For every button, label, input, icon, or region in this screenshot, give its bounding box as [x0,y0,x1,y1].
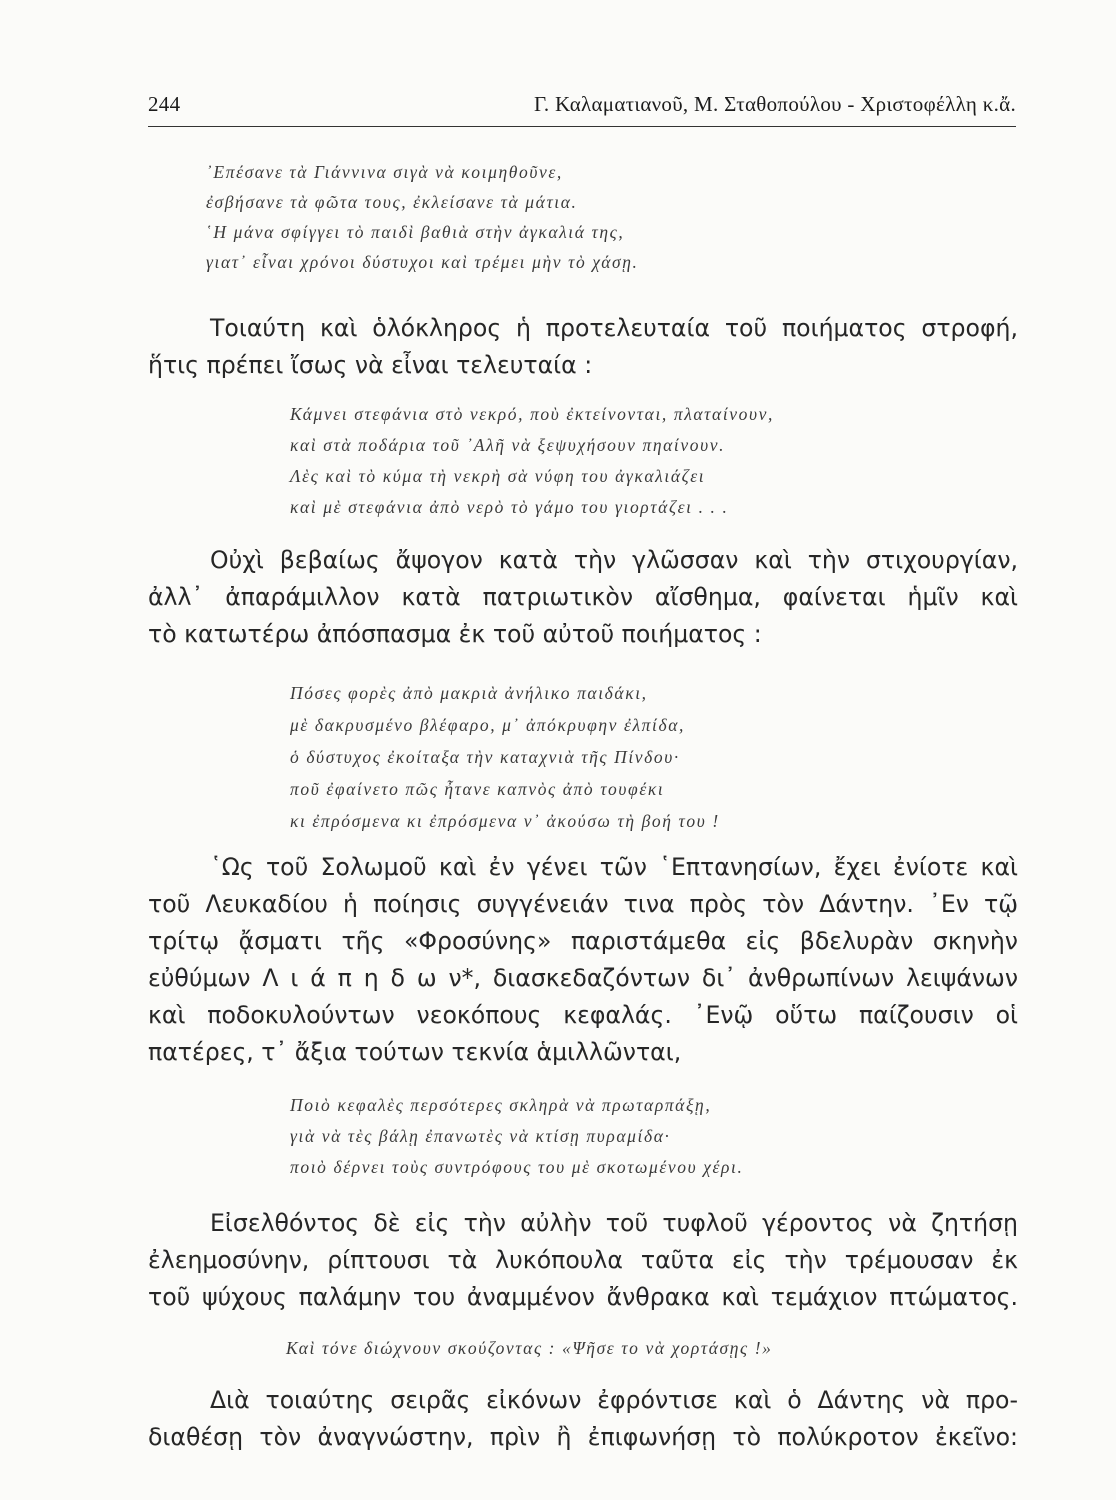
paragraph-line: τρίτῳ ᾄσματι τῆς «Φροσύνης» παριστάμεθα εἰς βδελυρὰν σκηνὴν [148,927,1018,955]
paragraph-line: διαθέσῃ τὸν ἀναγνώστην, πρὶν ἢ ἐπιφωνήσῃ τὸ πολύκροτον ἐκεῖνο: [148,1423,1018,1451]
verse-line: κι ἐπρόσμενα κι ἐπρόσμενα ν᾿ ἀκούσω τὴ βοή του ! [290,811,720,831]
paragraph-line: τοῦ Λευκαδίου ἡ ποίησις συγγένειάν τινα πρὸς τὸν Δάντην. ᾿Εν τῷ [148,890,1018,918]
verse-line: ποῦ ἐφαίνετο πῶς ἦτανε καπνὸς ἀπὸ τουφέκι [290,779,665,799]
paragraph-line: Διὰ τοιαύτης σειρᾶς εἰκόνων ἐφρόντισε καὶ ὁ Δάντης νὰ προ- [210,1386,1018,1414]
paragraph-line: εὐθύμων Λ ι ά π η δ ω ν*, διασκεδαζόντων δι᾿ ἀνθρωπίνων λειψάνων [148,964,1018,992]
verse-line: ᾿Επέσανε τὰ Γιάννινα σιγὰ νὰ κοιμηθοῦνε, [206,162,563,182]
verse-line: μὲ δακρυσμένο βλέφαρο, μ᾿ ἀπόκρυφην ἐλπίδα, [290,715,685,735]
paragraph-line: καὶ ποδοκυλούντων νεοκόπους κεφαλάς. ᾿Ενῷ οὕτω παίζουσιν οἱ [148,1001,1018,1029]
verse-line: γιατ᾿ εἶναι χρόνοι δύστυχοι καὶ τρέμει μὴν τὸ χάσῃ. [206,252,639,272]
paragraph-line: τοῦ ψύχους παλάμην του ἀναμμένον ἄνθρακα καὶ τεμάχιον πτώματος. [148,1283,1018,1311]
verse-line: Πόσες φορὲς ἀπὸ μακριὰ ἀνήλικο παιδάκι, [290,683,648,703]
verse-line: ῾Η μάνα σφίγγει τὸ παιδὶ βαθιὰ στὴν ἀγκαλιά της, [206,222,625,242]
paragraph-line: ἀλλ᾿ ἀπαράμιλλον κατὰ πατριωτικὸν αἴσθημα, φαίνεται ἡμῖν καὶ [148,583,1018,611]
paragraph-line: ἥτις πρέπει ἴσως νὰ εἶναι τελευταία : [148,351,593,379]
verse-line: ὁ δύστυχος ἐκοίταξα τὴν καταχνιὰ τῆς Πίνδου· [290,747,680,767]
verse-line: γιὰ νὰ τὲς βάλῃ ἐπανωτὲς νὰ κτίσῃ πυραμίδα· [290,1126,671,1146]
verse-line: Ποιὸ κεφαλὲς περσότερες σκληρὰ νὰ πρωταρπάξῃ, [290,1095,712,1115]
paragraph-line: Τοιαύτη καὶ ὁλόκληρος ἡ προτελευταία τοῦ ποιήματος στροφή, [210,314,1018,342]
verse-line: καὶ μὲ στεφάνια ἀπὸ νερὸ τὸ γάμο του γιορτάζει . . . [290,497,729,517]
paragraph-line: ῾Ως τοῦ Σολωμοῦ καὶ ἐν γένει τῶν ῾Επτανησίων, ἔχει ἐνίοτε καὶ [210,853,1018,881]
paragraph-line: Οὐχὶ βεβαίως ἄψογον κατὰ τὴν γλῶσσαν καὶ τὴν στιχουργίαν, [210,546,1018,574]
verse-line: καὶ στὰ ποδάρια τοῦ ᾿Αλῆ νὰ ξεψυχήσουν πηαίνουν. [290,435,726,455]
verse-line: Λὲς καὶ τὸ κύμα τὴ νεκρὴ σὰ νύφη του ἀγκαλιάζει [290,466,706,486]
verse-line: ποιὸ δέρνει τοὺς συντρόφους του μὲ σκοτωμένου χέρι. [290,1157,744,1177]
running-head: Γ. Καλαματιανοῦ, Μ. Σταθοπούλου - Χριστοφέλλη κ.ἄ. [533,92,1016,116]
verse-line: ἐσβήσανε τὰ φῶτα τους, ἐκλείσανε τὰ μάτια. [206,192,578,212]
paragraph-line: ἐλεημοσύνην, ρίπτουσι τὰ λυκόπουλα ταῦτα εἰς τὴν τρέμουσαν ἐκ [148,1246,1018,1274]
verse-line: Καὶ τόνε διώχνουν σκούζοντας : «Ψῆσε το νὰ χορτάσῃς !» [286,1338,773,1358]
paragraph-line: Εἰσελθόντος δὲ εἰς τὴν αὐλὴν τοῦ τυφλοῦ γέροντος νὰ ζητήσῃ [210,1209,1018,1237]
page-header [148,92,1016,127]
paragraph-line: τὸ κατωτέρω ἀπόσπασμα ἐκ τοῦ αὐτοῦ ποιήματος : [148,620,762,648]
page-number: 244 [148,92,181,116]
verse-line: Κάμνει στεφάνια στὸ νεκρό, ποὺ ἐκτείνονται, πλαταίνουν, [290,404,774,424]
paragraph-line: πατέρες, τ᾿ ἄξια τούτων τεκνία ἁμιλλῶνται, [148,1038,682,1066]
